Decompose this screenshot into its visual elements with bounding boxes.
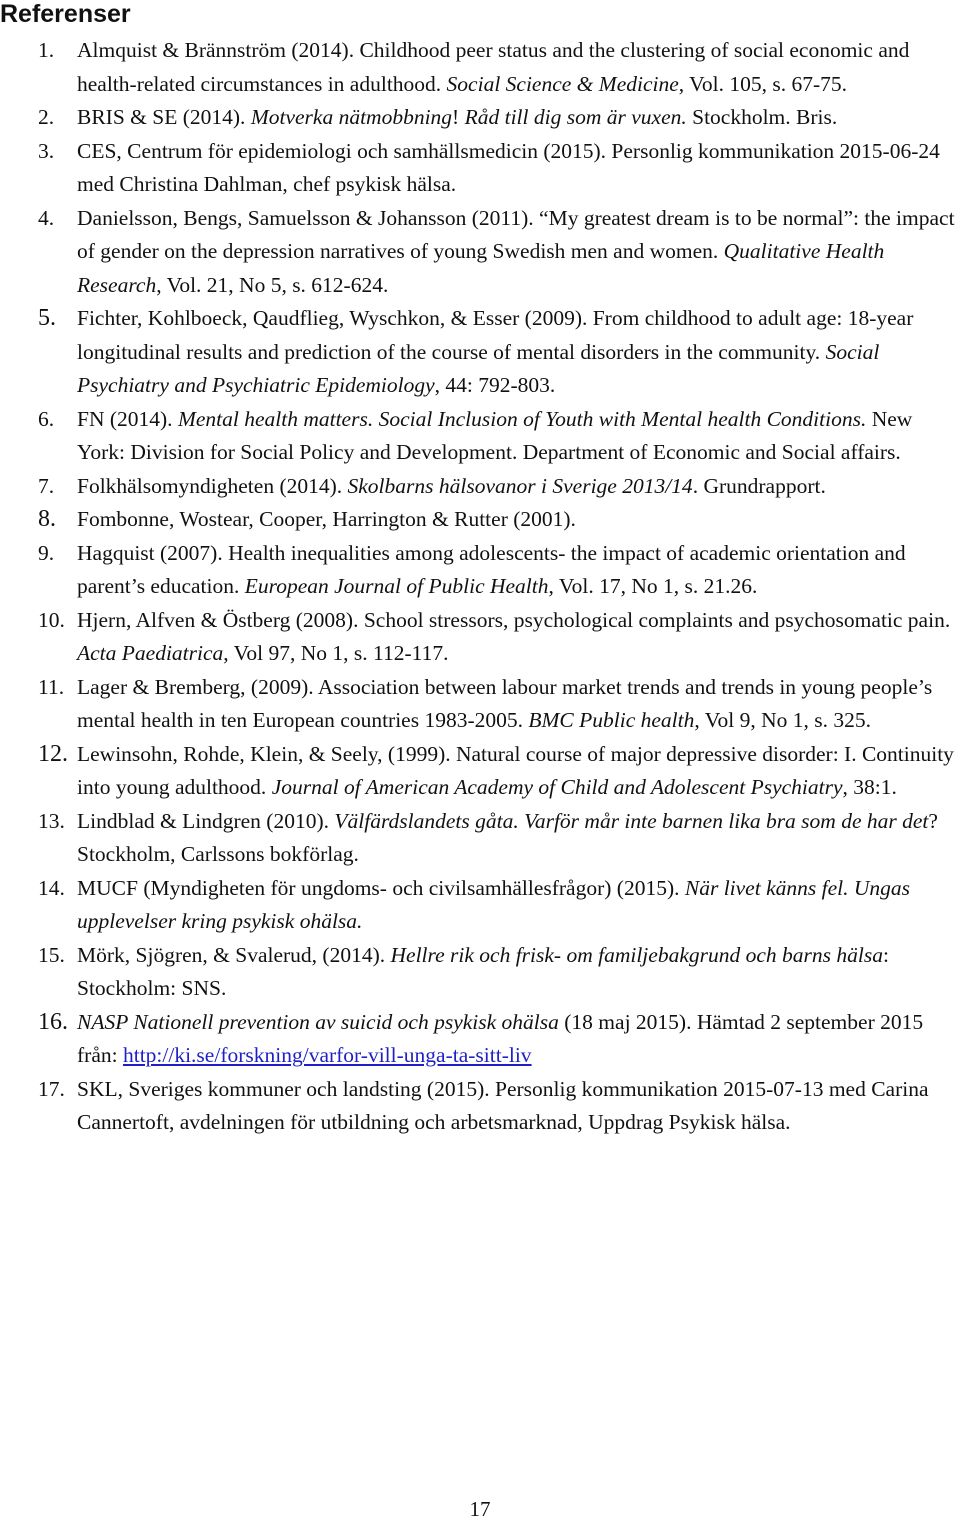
reference-segment: Almquist & Brännström (2014). Childhood peer status and the clustering of social economic and health-related circumstances in adulthood. — [77, 38, 910, 96]
reference-italic-segment: BMC Public health — [528, 708, 695, 732]
reference-text — [77, 805, 960, 872]
reference-segment: FN (2014). — [77, 406, 178, 431]
reference-number: 2. — [38, 105, 55, 129]
reference-item — [0, 805, 960, 872]
reference-text — [77, 135, 960, 202]
reference-number: 14. — [38, 875, 65, 900]
reference-number: 16. — [38, 1008, 68, 1035]
reference-segment: Folkhälsomyndigheten (2014). — [77, 473, 348, 498]
page-number: 17 — [469, 1497, 491, 1521]
reference-number: 7. — [38, 473, 55, 498]
reference-italic-segment: Motverka nätmobbning — [250, 105, 453, 129]
reference-italic-segment: Social Psychiatry and Psychiatric Epidemiology — [77, 339, 880, 397]
reference-item — [0, 403, 960, 470]
reference-segment: New York: Division for Social Policy and Development. Department of Economic and Social affairs. — [77, 406, 913, 464]
reference-text — [77, 872, 960, 939]
reference-italic-segment: Acta Paediatrica — [77, 641, 224, 665]
reference-segment: , Vol. 17, No 1, s. 21.26. — [548, 574, 758, 598]
reference-segment: BRIS & SE (2014). — [77, 105, 251, 129]
reference-text — [77, 671, 960, 738]
reference-segment: , Vol. 105, s. 67-75. — [678, 71, 848, 96]
reference-segment: Stockholm. Bris. — [686, 105, 838, 129]
reference-italic-segment: NASP Nationell prevention av suicid och psykisk ohälsa — [77, 1009, 559, 1034]
reference-item — [0, 202, 960, 303]
reference-segment: , Vol 97, No 1, s. 112-117. — [223, 641, 449, 665]
reference-segment: Lindblad & Lindgren (2010). — [77, 808, 335, 833]
reference-italic-segment: Qualitative Health Research — [77, 239, 885, 297]
reference-segment: Lager & Bremberg, (2009). Association between labour market trends and trends in young people’s mental health in ten European countries 1983-2005. — [77, 674, 933, 732]
reference-text — [77, 302, 960, 403]
reference-segment: Hjern, Alfven & Östberg (2008). School stressors, psychological complaints and psychosomatic pain. — [77, 607, 951, 632]
reference-text — [77, 101, 960, 135]
reference-italic-segment: När livet känns fel. Ungas upplevelser kring psykisk ohälsa. — [77, 875, 910, 933]
reference-segment: Fichter, Kohlboeck, Qaudflieg, Wyschkon, & Esser (2009). From childhood to adult age: 18-year longitudinal results and prediction of the course of mental disorders in the community. — [77, 306, 914, 364]
reference-segment: Hagquist (2007). Health inequalities among adolescents- the impact of academic orientation and parent’s education. — [77, 540, 906, 598]
reference-link[interactable]: http://ki.se/forskning/varfor-vill-unga-ta-sitt-liv — [122, 1043, 532, 1067]
reference-segment: SKL, Sveriges kommuner och landsting (2015). Personlig kommunikation 2015-07-13 med Carina Cannertoft, avdelningen för utbildning och arbetsmarknad, Uppdrag Psykisk hälsa. — [77, 1076, 929, 1134]
reference-item — [0, 135, 960, 202]
reference-segment: Fombonne, Wostear, Cooper, Harrington & Rutter (2001). — [77, 507, 576, 531]
reference-item — [0, 537, 960, 604]
reference-item — [0, 671, 960, 738]
reference-italic-segment: Mental health matters. Social Inclusion of Youth with Mental health Conditions. — [177, 406, 867, 431]
reference-number: 10. — [38, 607, 65, 632]
reference-number: 5. — [38, 305, 56, 331]
reference-italic-segment: Råd till dig som är vuxen. — [464, 105, 687, 129]
reference-segment: ? Stockholm, Carlssons bokförlag. — [77, 808, 938, 866]
reference-text — [77, 1006, 960, 1073]
reference-segment: ! — [452, 105, 465, 129]
reference-number: 15. — [38, 942, 65, 967]
reference-text — [77, 1073, 960, 1140]
reference-italic-segment: Journal of American Academy of Child and Adolescent Psychiatry — [271, 775, 843, 799]
reference-segment: Mörk, Sjögren, & Svalerud, (2014). — [77, 942, 391, 967]
reference-segment: MUCF (Myndigheten för ungdoms- och civilsamhällesfrågor) (2015). — [77, 875, 685, 900]
reference-item — [0, 34, 960, 101]
reference-italic-segment: Skolbarns hälsovanor i Sverige 2013/14 — [347, 473, 693, 498]
reference-segment: , Vol. 21, No 5, s. 612-624. — [156, 272, 389, 297]
reference-segment: , Vol 9, No 1, s. 325. — [694, 708, 871, 732]
reference-number: 9. — [38, 540, 55, 565]
reference-number: 4. — [38, 205, 55, 230]
reference-number: 13. — [38, 808, 65, 833]
reference-number: 3. — [38, 138, 55, 163]
reference-item — [0, 1006, 960, 1073]
reference-item — [0, 503, 960, 537]
reference-number: 17. — [38, 1076, 65, 1101]
reference-segment: Danielsson, Bengs, Samuelsson & Johansson (2011). “My greatest dream is to be normal”: the impact of gender on the depression narratives of young Swedish men and women. — [77, 205, 955, 263]
reference-italic-segment: Social Science & Medicine — [446, 71, 679, 96]
page-heading: Referenser — [0, 0, 131, 28]
reference-list — [0, 34, 960, 1140]
reference-number: 1. — [38, 38, 55, 62]
reference-item — [0, 470, 960, 504]
reference-text — [77, 470, 960, 504]
reference-segment: (18 maj 2015). Hämtad 2 september 2015 från: — [77, 1009, 924, 1067]
reference-number: 8. — [38, 506, 56, 532]
reference-segment: CES, Centrum för epidemiologi och samhällsmedicin (2015). Personlig kommunikation 2015-06-24 med Christina Dahlman, chef psykisk hälsa. — [77, 138, 940, 196]
reference-text — [77, 34, 960, 101]
reference-number: 11. — [38, 674, 65, 699]
reference-segment: Lewinsohn, Rohde, Klein, & Seely, (1999). Natural course of major depressive disorder: I. Continuity into young adulthood. — [77, 741, 954, 799]
reference-segment: , 38:1. — [842, 775, 897, 799]
reference-text — [77, 503, 960, 537]
reference-segment: , 44: 792-803. — [434, 373, 556, 397]
reference-item — [0, 302, 960, 403]
reference-item — [0, 604, 960, 671]
reference-item — [0, 738, 960, 805]
reference-text — [77, 537, 960, 604]
reference-text — [77, 403, 960, 470]
reference-item — [0, 101, 960, 135]
reference-number: 12. — [38, 740, 68, 767]
reference-italic-segment: European Journal of Public Health — [244, 574, 549, 598]
reference-number: 6. — [38, 406, 55, 431]
reference-segment: . Grundrapport. — [692, 473, 826, 498]
reference-item — [0, 1073, 960, 1140]
reference-text — [77, 738, 960, 805]
reference-item — [0, 872, 960, 939]
reference-text — [77, 202, 960, 303]
reference-italic-segment: Hellre rik och frisk- om familjebakgrund och barns hälsa — [390, 942, 883, 967]
reference-italic-segment: Välfärdslandets gåta. Varför mår inte barnen lika bra som de har det — [334, 808, 929, 833]
reference-text — [77, 604, 960, 671]
reference-item — [0, 939, 960, 1006]
reference-text — [77, 939, 960, 1006]
reference-segment: : Stockholm: SNS. — [77, 942, 889, 1000]
